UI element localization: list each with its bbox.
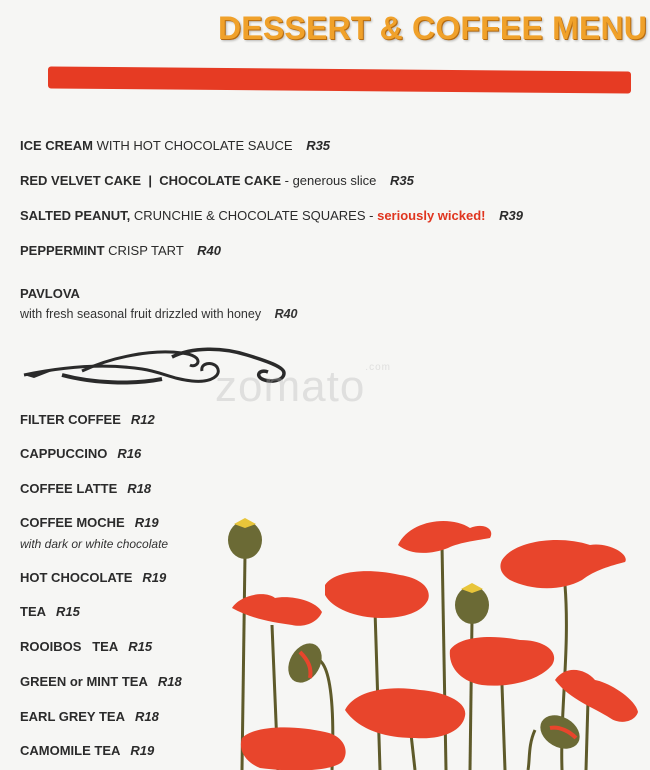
menu-item-coffee-moche (20, 515, 159, 530)
item-price: R35 (306, 138, 331, 153)
item-price: R15 (56, 604, 80, 619)
menu-item-pavlova (20, 286, 80, 301)
item-price: R19 (134, 515, 159, 530)
menu-item-salted-peanut (20, 208, 523, 223)
item-price: R35 (390, 173, 414, 188)
menu-item-camomile-tea (20, 743, 154, 758)
menu-item-green-mint-tea (20, 674, 182, 689)
item-name: PEPPERMINT (20, 243, 105, 258)
item-desc: CRISP TART (108, 243, 184, 258)
item-name: COFFEE MOCHE (20, 515, 125, 530)
item-price: R15 (128, 639, 153, 654)
item-highlight: seriously wicked! (377, 208, 486, 223)
item-price: R39 (499, 208, 523, 223)
coffee-moche-desc: with dark or white chocolate (20, 537, 169, 551)
item-price: R19 (142, 570, 167, 585)
menu-item-earl-grey-tea (20, 709, 159, 724)
item-name: SALTED PEANUT, (20, 208, 131, 223)
item-name: EARL GREY TEA (20, 709, 125, 724)
item-price: R12 (130, 412, 155, 427)
menu-item-coffee-latte (20, 481, 151, 496)
watermark-text: zomato (215, 362, 366, 411)
item-name: ICE CREAM (20, 138, 93, 153)
pavlova-desc (20, 307, 298, 321)
item-name: TEA (20, 604, 46, 619)
menu-item-ice-cream (20, 138, 330, 153)
menu-item-cakes (20, 173, 414, 188)
item-price: R18 (134, 709, 159, 724)
menu-item-cappuccino (20, 446, 141, 461)
poppy-illustration-icon (210, 500, 650, 770)
menu-item-peppermint (20, 243, 221, 258)
item-name: FILTER COFFEE (20, 412, 121, 427)
item-name: CAMOMILE TEA (20, 743, 121, 758)
item-desc: with fresh seasonal fruit drizzled with honey (20, 307, 262, 321)
item-name: CAPPUCCINO (20, 446, 108, 461)
item-price: R19 (130, 743, 155, 758)
item-name: ROOIBOS TEA (20, 639, 119, 654)
menu-item-hot-chocolate (20, 570, 166, 585)
item-price: R40 (274, 307, 298, 321)
item-name: GREEN or MINT TEA (20, 674, 148, 689)
menu-item-rooibos-tea (20, 639, 152, 654)
item-price: R16 (117, 446, 142, 461)
item-desc: CRUNCHIE & CHOCOLATE SQUARES - (133, 208, 374, 223)
item-desc: WITH HOT CHOCOLATE SAUCE (96, 138, 293, 153)
item-price: R40 (197, 243, 222, 258)
watermark-suffix: .com (365, 362, 391, 373)
menu-item-tea (20, 604, 80, 619)
item-name: PAVLOVA (20, 286, 80, 301)
menu-title: DESSERT & COFFEE MENU (218, 10, 648, 46)
item-name: COFFEE LATTE (20, 481, 118, 496)
item-price: R18 (127, 481, 152, 496)
title-underline-bar (48, 66, 631, 93)
zomato-watermark (215, 362, 391, 412)
item-name: HOT CHOCOLATE (20, 570, 133, 585)
item-desc: - generous slice (284, 173, 377, 188)
menu-item-filter-coffee (20, 412, 155, 427)
item-price: R18 (157, 674, 182, 689)
item-name: RED VELVET CAKE | CHOCOLATE CAKE (20, 173, 282, 188)
